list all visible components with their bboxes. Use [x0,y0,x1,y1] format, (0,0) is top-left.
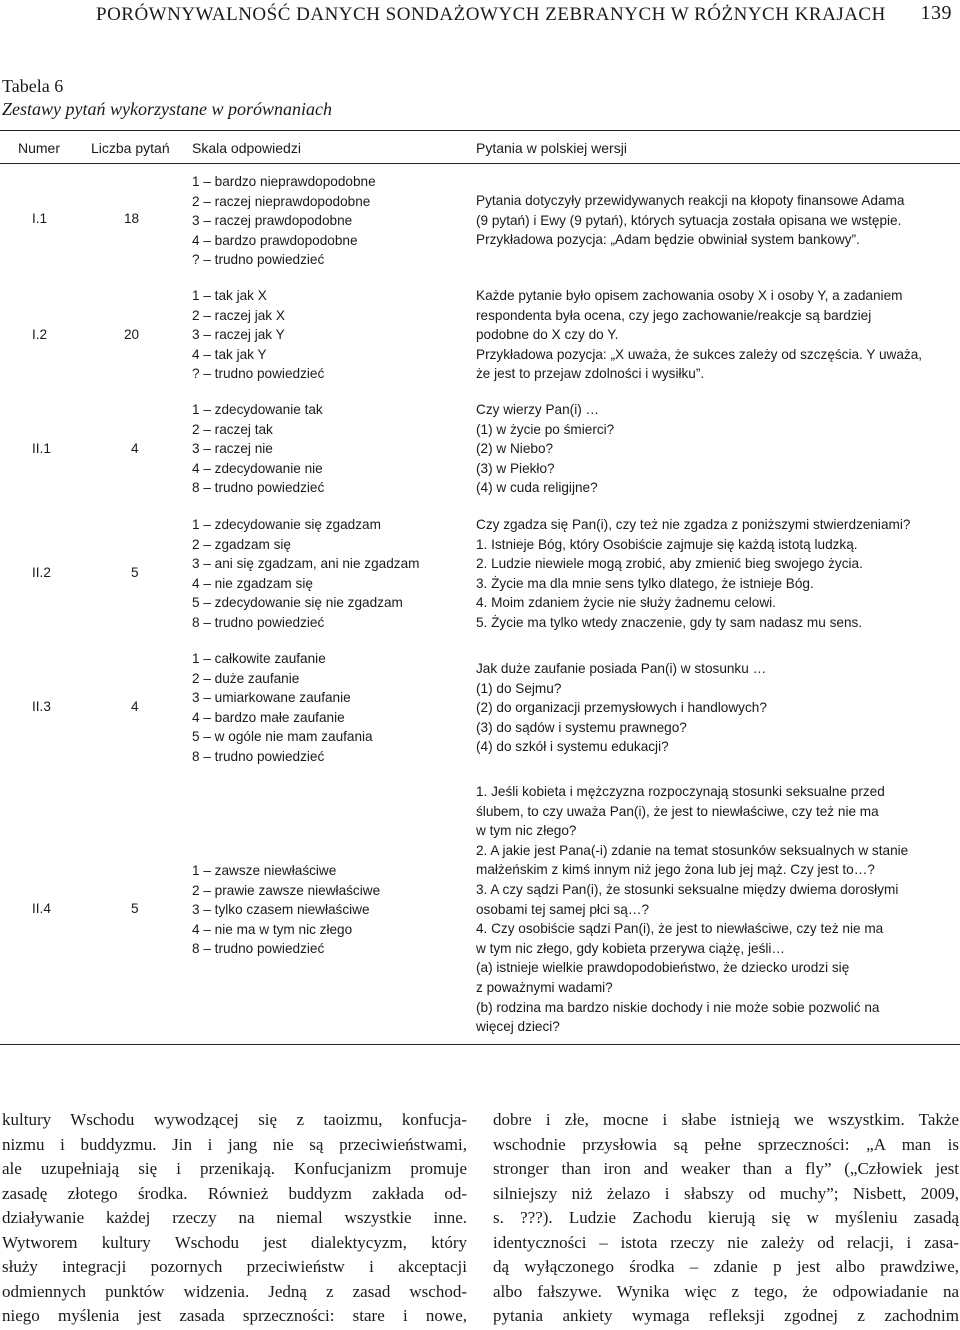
questions-text [476,515,910,633]
question-line: (2) w Niebo? [476,441,554,457]
question-line: (b) rodzina ma bardzo niskie dochody i nie może sobie pozwolić na [476,999,880,1015]
table-header-rule [0,163,960,164]
question-line: 1. Jeśli kobieta i mężczyzna rozpoczynają stosunki seksualne przed [476,784,885,799]
question-line: (a) istnieje wielkie prawdopodobieństwo, że dziecko urodzi się [476,960,850,976]
questions-text [476,400,614,498]
scale-item: 3 – raczej jak Y [192,327,285,343]
scale-item: ? – trudno powiedzieć [192,252,325,268]
question-line: (4) do szkół i systemu edukacji? [476,739,669,755]
scale-item: 3 – raczej nie [192,441,273,457]
question-line: więcej dzieci? [476,1019,560,1035]
body-line: albo fałszywe. Wynika więc z tego, że odpowiadanie na [493,1281,959,1301]
table-top-rule [0,130,960,131]
scale-list [192,515,419,633]
body-line: zasadę złotego środka. Również buddyzm zakłada od- [2,1183,467,1203]
running-title: PORÓWNYWALNOŚĆ DANYCH SONDAŻOWYCH ZEBRANYCH W RÓŻNYCH KRAJACH [96,4,886,25]
question-line: 4. Czy osobiście sądzi Pan(i), że jest to niewłaściwe, czy też nie ma [476,921,884,937]
scale-item: 1 – zdecydowanie tak [192,402,323,417]
question-line: w tym nic złego, gdy kobieta przerywa ciążę, jeśli… [476,940,785,956]
header-liczba: Liczba pytań [91,140,170,156]
question-line: 3. Życie ma dla mnie sens tylko dlatego, że istnieje Bóg. [476,575,814,591]
body-line: odmiennych punktów widzenia. Jedną z zasad wschod- [2,1281,467,1301]
row-number: I.1 [32,211,48,226]
question-line: (2) do organizacji przemysłowych i handlowych? [476,700,767,716]
body-column-left [2,1108,467,1329]
question-line: podobne do X czy do Y. [476,327,619,343]
scale-item: ? – trudno powiedzieć [192,366,325,382]
question-line: Czy wierzy Pan(i) … [476,402,600,417]
scale-item: 3 – ani się zgadzam, ani nie zgadzam [192,556,420,572]
scale-item: 3 – tylko czasem niewłaściwe [192,902,370,918]
row-number: II.3 [32,699,51,714]
scale-item: 1 – całkowite zaufanie [192,651,326,666]
scale-item: 8 – trudno powiedzieć [192,614,325,630]
question-line: Jak duże zaufanie posiada Pan(i) w stosunku … [476,661,767,676]
question-line: (4) w cuda religijne? [476,480,598,496]
scale-item: 8 – trudno powiedzieć [192,941,325,957]
body-line: niego myślenia jest zasada sprzeczności: stare i nowe, [2,1306,467,1325]
row-count: 4 [131,441,139,456]
question-line: że jest to przejaw zdolności i wysiłku”. [476,366,705,382]
question-line: Każde pytanie było opisem zachowania osoby X i osoby Y, a zadaniem [476,288,903,303]
scale-item: 1 – tak jak X [192,288,267,303]
body-line: silniejszy niż żelazo i słabszy od muchy”; Nisbett, 2009, [493,1183,959,1203]
scale-item: 8 – trudno powiedzieć [192,748,325,764]
body-line: ale uzupełniają się i przenikają. Konfucjanizm promuje [2,1159,467,1178]
row-number: I.2 [32,327,48,342]
scale-item: 2 – raczej tak [192,421,273,437]
header-numer: Numer [18,140,61,156]
question-line: Pytania dotyczyły przewidywanych reakcji na kłopoty finansowe Adama [476,193,905,208]
scale-item: 2 – zgadzam się [192,536,291,552]
page-number: 139 [920,2,952,24]
body-line: Wytworem kultury Wschodu jest dialektycyzm, który [2,1232,467,1252]
row-count: 18 [124,211,140,226]
scale-list [192,172,376,270]
question-line: 5. Życie ma tylko wtedy znaczenie, gdy ty sam nadasz mu sens. [476,614,863,630]
question-line: ślubem, to czy uważa Pan(i), że jest to niewłaściwe, czy też nie ma [476,803,879,819]
scale-item: 2 – duże zaufanie [192,670,300,686]
scale-item: 4 – bardzo małe zaufanie [192,709,345,725]
row-count: 4 [131,699,139,714]
scale-item: 8 – trudno powiedzieć [192,480,325,496]
scale-item: 2 – prawie zawsze niewłaściwe [192,882,381,898]
question-line: respondenta była ocena, czy jego zachowanie/reakcje są bardziej [476,307,872,323]
header-pytania: Pytania w polskiej wersji [476,140,627,156]
scale-item: 4 – tak jak Y [192,346,267,362]
row-number: II.1 [32,441,51,456]
scale-item: 1 – zdecydowanie się zgadzam [192,517,381,532]
scale-item: 4 – bardzo prawdopodobne [192,232,358,248]
row-count: 5 [131,901,139,916]
question-line: 3. A czy sądzi Pan(i), że stosunki seksualne między dwiema dorosłymi [476,881,899,897]
row-number: II.2 [32,565,51,580]
body-line: pytania ankiety wymaga refleksji zgodnej z zachodnim [493,1306,959,1325]
questions-text [476,659,767,757]
question-line: (1) do Sejmu? [476,680,562,696]
scale-list [192,861,380,959]
body-line: identyczności – istota rzeczy nie zależy od relacji, i zasa- [493,1232,959,1252]
running-header [0,0,960,28]
question-line: 2. A jakie jest Pana(-i) zdanie na temat stosunków seksualnych w stanie [476,842,909,858]
scale-item: 3 – umiarkowane zaufanie [192,690,351,706]
scale-item: 3 – raczej prawdopodobne [192,213,353,229]
questions-text [476,286,922,384]
body-line: dobre i złe, mocne i słabe istnieją we wszystkim. Także [493,1110,959,1129]
row-count: 20 [124,327,140,342]
body-line: wschodnie przysłowia są pełne sprzeczności: „A man is [493,1134,959,1154]
scale-item: 4 – zdecydowanie nie [192,460,323,476]
body-line: nizmu i buddyzmu. Jin i jang nie są przeciwieństwami, [2,1134,467,1154]
scale-item: 5 – w ogóle nie mam zaufania [192,729,373,745]
question-line: (3) w Piekło? [476,460,555,476]
body-line: działywanie każdej rzeczy na niemal wszystkie inne. [2,1208,467,1227]
table-bottom-rule [0,1044,960,1045]
row-number: II.4 [32,901,51,916]
question-line: osobami tej samej płci są…? [476,901,650,917]
question-line: Czy zgadza się Pan(i), czy też nie zgadza z poniższymi stwierdzeniami? [476,517,911,532]
question-line: (3) do sądów i systemu prawnego? [476,719,687,735]
question-line: 2. Ludzie niewiele mogą zrobić, aby zmienić bieg swojego życia. [476,556,863,572]
scale-item: 4 – nie ma w tym nic złego [192,921,353,937]
question-line: (9 pytań) i Ewy (9 pytań), których sytuacja została opisana we wstępie. [476,212,902,228]
question-line: małżeńskim z kimś innym niż jego żona lub jej mąż. Czy jest to…? [476,862,875,878]
question-line: 4. Moim zdaniem życie nie służy żadnemu celowi. [476,595,776,611]
scale-list [192,400,324,498]
question-line: Przykładowa pozycja: „Adam będzie obwiniał system bankowy”. [476,232,860,248]
body-line: s. ???). Ludzie Zachodu kierują się w myśleniu zasadą [493,1208,959,1227]
question-line: w tym nic złego? [476,823,577,839]
header-skala: Skala odpowiedzi [192,140,301,156]
table-label: Tabela 6 [2,76,64,96]
scale-item: 2 – raczej jak X [192,307,285,323]
body-line: kultury Wschodu wywodzącej się z taoizmu, konfucja- [2,1110,467,1129]
scale-item: 1 – zawsze niewłaściwe [192,863,337,878]
question-line: z poważnymi wadami? [476,979,613,995]
scale-item: 1 – bardzo nieprawdopodobne [192,174,376,189]
question-line: Przykładowa pozycja: „X uważa, że sukces zależy od szczęścia. Y uważa, [476,346,923,362]
scale-item: 2 – raczej nieprawdopodobne [192,193,371,209]
question-line: (1) w życie po śmierci? [476,421,615,437]
scale-item: 4 – nie zgadzam się [192,575,313,591]
body-column-right [493,1108,959,1329]
scale-list [192,286,324,384]
questions-text [476,782,908,1037]
questions-text [476,191,904,250]
body-line: stronger than iron and weaker than a fly” („Człowiek jest [493,1159,959,1178]
question-line: 1. Istnieje Bóg, który Osobiście zajmuje się każdą istotą ludzką. [476,536,858,552]
body-line: dą wyłączonego środka – zdanie p jest albo prawdziwe, [493,1257,959,1276]
scale-list [192,649,373,767]
body-line: służy integracji pozornych przeciwieństw i akceptacji [2,1257,467,1276]
scale-item: 5 – zdecydowanie się nie zgadzam [192,595,403,611]
table-caption: Zestawy pytań wykorzystane w porównaniach [2,99,332,119]
row-count: 5 [131,565,139,580]
